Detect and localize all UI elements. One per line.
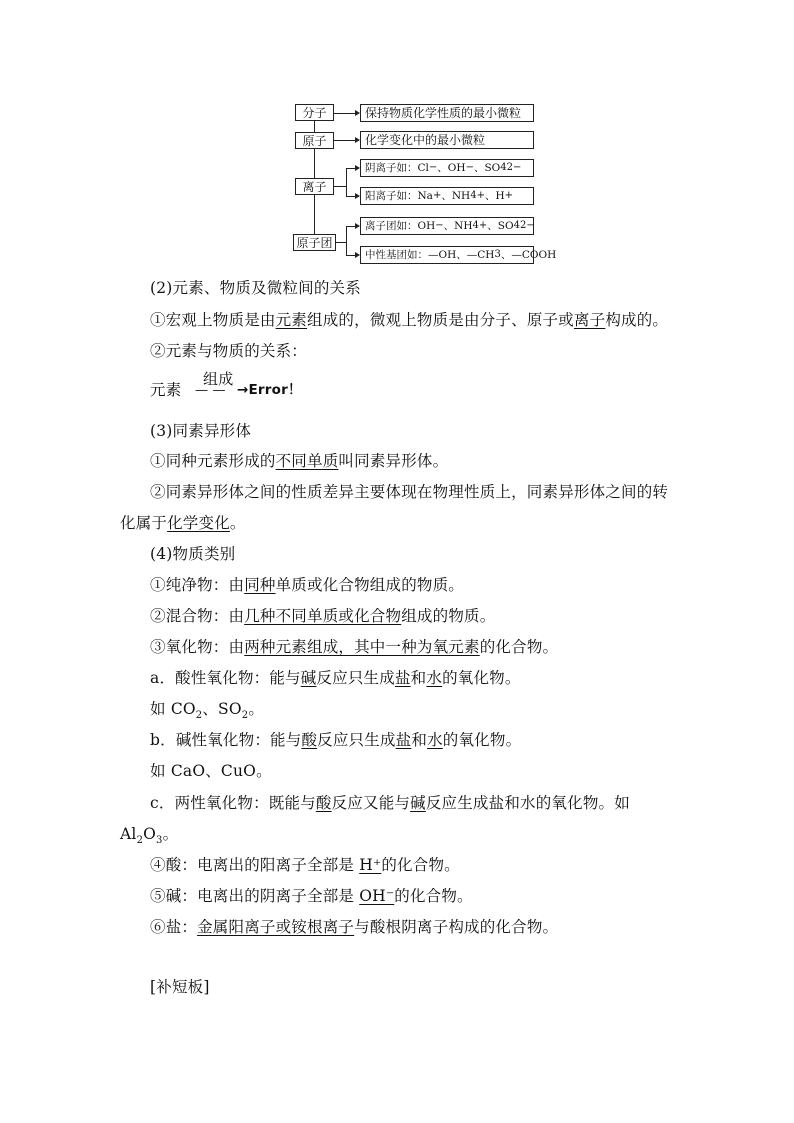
neutral-group-box: 中性基团如：—OH、—CH 3 、—COOH bbox=[360, 246, 534, 264]
molecule-box: 分子 bbox=[295, 104, 334, 121]
salt-line: ⑥盐：金属阳离子或铵根离子与酸根阴离子构成的化合物。 bbox=[150, 918, 559, 936]
connector-line bbox=[346, 255, 355, 256]
branch-line bbox=[346, 168, 347, 196]
connector-line bbox=[346, 168, 355, 169]
base-line: ⑤碱：电离出的阴离子全部是 OH⁻的化合物。 bbox=[150, 887, 473, 905]
acidic-oxide-example: 如 $CO_2$、$SO_2$。 bbox=[150, 700, 265, 722]
acidic-oxide-line: a．酸性氧化物：能与碱反应只生成盐和水的氧化物。 bbox=[150, 669, 521, 687]
basic-oxide-example: 如 CaO、CuO。 bbox=[150, 762, 272, 780]
atom-box: 原子 bbox=[295, 132, 334, 149]
cation-box: 阳离子如：Na + 、NH 4 + 、H + bbox=[360, 187, 534, 205]
atom-group-box: 原子团 bbox=[293, 234, 336, 251]
zucheng-label: 组成 bbox=[203, 370, 234, 388]
atom-desc-box: 化学变化中的最小微粒 bbox=[360, 131, 534, 149]
branch-line bbox=[346, 226, 347, 255]
acid-line: ④酸：电离出的阳离子全部是 H⁺的化合物。 bbox=[150, 856, 460, 874]
section-2-line-2: ②元素与物质的关系： bbox=[150, 342, 308, 360]
molecule-desc-box: 保持物质化学性质的最小微粒 bbox=[360, 104, 534, 122]
amphoteric-oxide-line: c．两性氧化物：既能与酸反应又能与碱反应生成盐和水的氧化物。如 bbox=[150, 794, 630, 812]
basic-oxide-line: b．碱性氧化物：能与酸反应只生成盐和水的氧化物。 bbox=[150, 731, 522, 749]
trunk-line bbox=[314, 121, 315, 132]
section-3-line-1: ①同种元素形成的不同单质叫同素异形体。 bbox=[150, 452, 449, 470]
trunk-line bbox=[314, 195, 315, 234]
connector-line bbox=[334, 140, 355, 141]
pure-substance-line: ①纯净物：由同种单质或化合物组成的物质。 bbox=[150, 576, 465, 594]
oxide-line: ③氧化物：由两种元素组成，其中一种为氧元素的化合物。 bbox=[150, 638, 559, 656]
ion-group-box: 离子团如：OH − 、NH 4 + 、SO 4 2− bbox=[360, 217, 534, 235]
error-text: →Error！ bbox=[237, 382, 302, 398]
section-4-title: (4)物质类别 bbox=[150, 545, 236, 563]
connector-line bbox=[334, 186, 346, 187]
connector-line bbox=[346, 196, 355, 197]
section-3-line-2: ②同素异形体之间的性质差异主要体现在物理性质上，同素异形体之间的转 bbox=[150, 483, 669, 501]
bububan-heading: [补短板] bbox=[150, 978, 210, 996]
section-3-line-3: 化属于化学变化。 bbox=[120, 514, 246, 532]
amphoteric-oxide-example: $Al_2O_3$。 bbox=[120, 825, 179, 847]
connector-line bbox=[346, 226, 355, 227]
ion-box: 离子 bbox=[295, 178, 334, 195]
section-2-line-1: ①宏观上物质是由元素组成的，微观上物质是由分子、原子或离子构成的。 bbox=[150, 311, 669, 329]
section-2-title: (2)元素、物质及微粒间的关系 bbox=[150, 279, 361, 297]
element-relation-line: 元素 bbox=[150, 381, 182, 399]
mixture-line: ②混合物：由几种不同单质或化合物组成的物质。 bbox=[150, 607, 496, 625]
connector-line bbox=[334, 113, 355, 114]
relation-dashes: — — bbox=[195, 383, 226, 398]
connector-line bbox=[336, 242, 346, 243]
anion-box: 阴离子如：Cl − 、OH − 、SO 4 2− bbox=[360, 159, 534, 177]
section-3-title: (3)同素异形体 bbox=[150, 422, 252, 440]
trunk-line bbox=[314, 149, 315, 178]
